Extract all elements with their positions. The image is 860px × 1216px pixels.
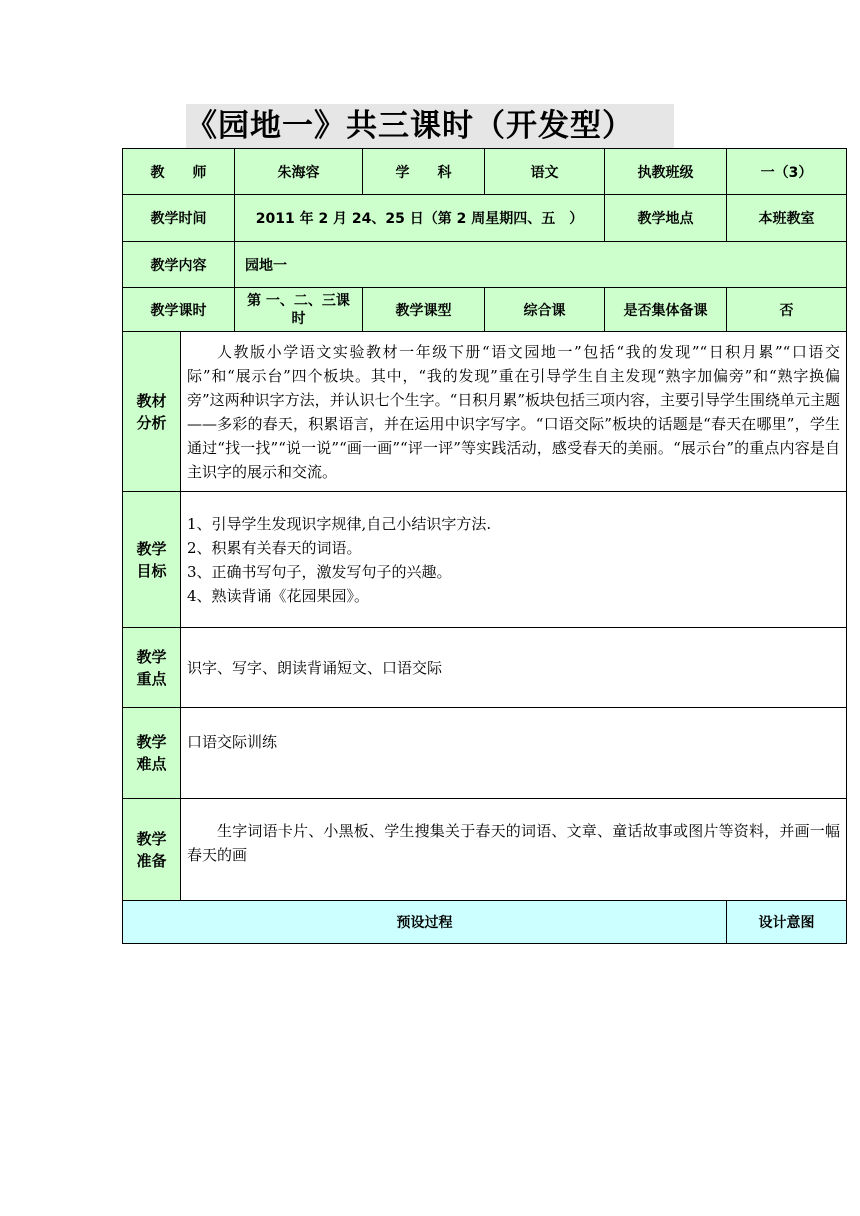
intent-label: 设计意图 [727, 901, 847, 944]
prep-label: 教学准备 [123, 799, 181, 901]
key-text: 识字、写字、朗读背诵短文、口语交际 [181, 628, 847, 708]
time-label: 教学时间 [123, 195, 235, 242]
row-time [123, 195, 847, 242]
analysis-label: 教材分析 [123, 332, 181, 492]
class-value: 一（3） [727, 149, 847, 195]
goal-item: 4、熟读背诵《花园果园》。 [187, 586, 370, 605]
key-label: 教学重点 [123, 628, 181, 708]
goal-item: 3、正确书写句子，激发写句子的兴趣。 [187, 562, 452, 581]
period-label: 教学课时 [123, 288, 235, 332]
lesson-plan-table [122, 148, 847, 944]
content-value: 园地一 [235, 242, 847, 288]
class-label: 执教班级 [605, 149, 727, 195]
type-label: 教学课型 [363, 288, 485, 332]
page-title: 《园地一》共三课时（开发型） [186, 104, 674, 148]
place-value: 本班教室 [727, 195, 847, 242]
prep-text: 生字词语卡片、小黑板、学生搜集关于春天的词语、文章、童话故事或图片等资料，并画一幅春天的画 [181, 799, 847, 901]
goals-label: 教学目标 [123, 492, 181, 628]
row-key [123, 628, 847, 708]
difficulty-label: 教学难点 [123, 708, 181, 799]
difficulty-text: 口语交际训练 [181, 708, 847, 799]
goal-item: 2、积累有关春天的词语。 [187, 538, 362, 557]
time-value: 2011 年 2 月 24、25 日（第 2 周星期四、五 ） [235, 195, 605, 242]
goals-list [181, 492, 847, 628]
subject-label: 学 科 [363, 149, 485, 195]
type-value: 综合课 [485, 288, 605, 332]
subject-value: 语文 [485, 149, 605, 195]
row-footer [123, 901, 847, 944]
row-analysis [123, 332, 847, 492]
row-teacher [123, 149, 847, 195]
place-label: 教学地点 [605, 195, 727, 242]
row-difficulty [123, 708, 847, 799]
content-label: 教学内容 [123, 242, 235, 288]
collective-label: 是否集体备课 [605, 288, 727, 332]
row-goals [123, 492, 847, 628]
row-period [123, 288, 847, 332]
teacher-label: 教 师 [123, 149, 235, 195]
analysis-text: 人教版小学语文实验教材一年级下册“语文园地一”包括“我的发现”“日积月累”“口语交际”和“展示台”四个板块。其中，“我的发现”重在引导学生自主发现“熟字加偏旁”和“熟字换偏旁”这两种识字方法，并认识七个生字。“日积月累”板块包括三项内容，主要引导学生围绕单元主题——多彩的春天，积累语言，并在运用中识字写字。“口语交际”板块的话题是“春天在哪里”，学生通过“找一找”“说一说”“画一画”“评一评”等实践活动，感受春天的美丽。“展示台”的重点内容是自主识字的展示和交流。 [181, 332, 847, 492]
teacher-name: 朱海容 [235, 149, 363, 195]
goal-item: 1、引导学生发现识字规律,自己小结识字方法. [187, 514, 492, 533]
row-prep [123, 799, 847, 901]
collective-value: 否 [727, 288, 847, 332]
period-value: 第 一、二、三课时 [235, 288, 363, 332]
row-content [123, 242, 847, 288]
process-label: 预设过程 [123, 901, 727, 944]
